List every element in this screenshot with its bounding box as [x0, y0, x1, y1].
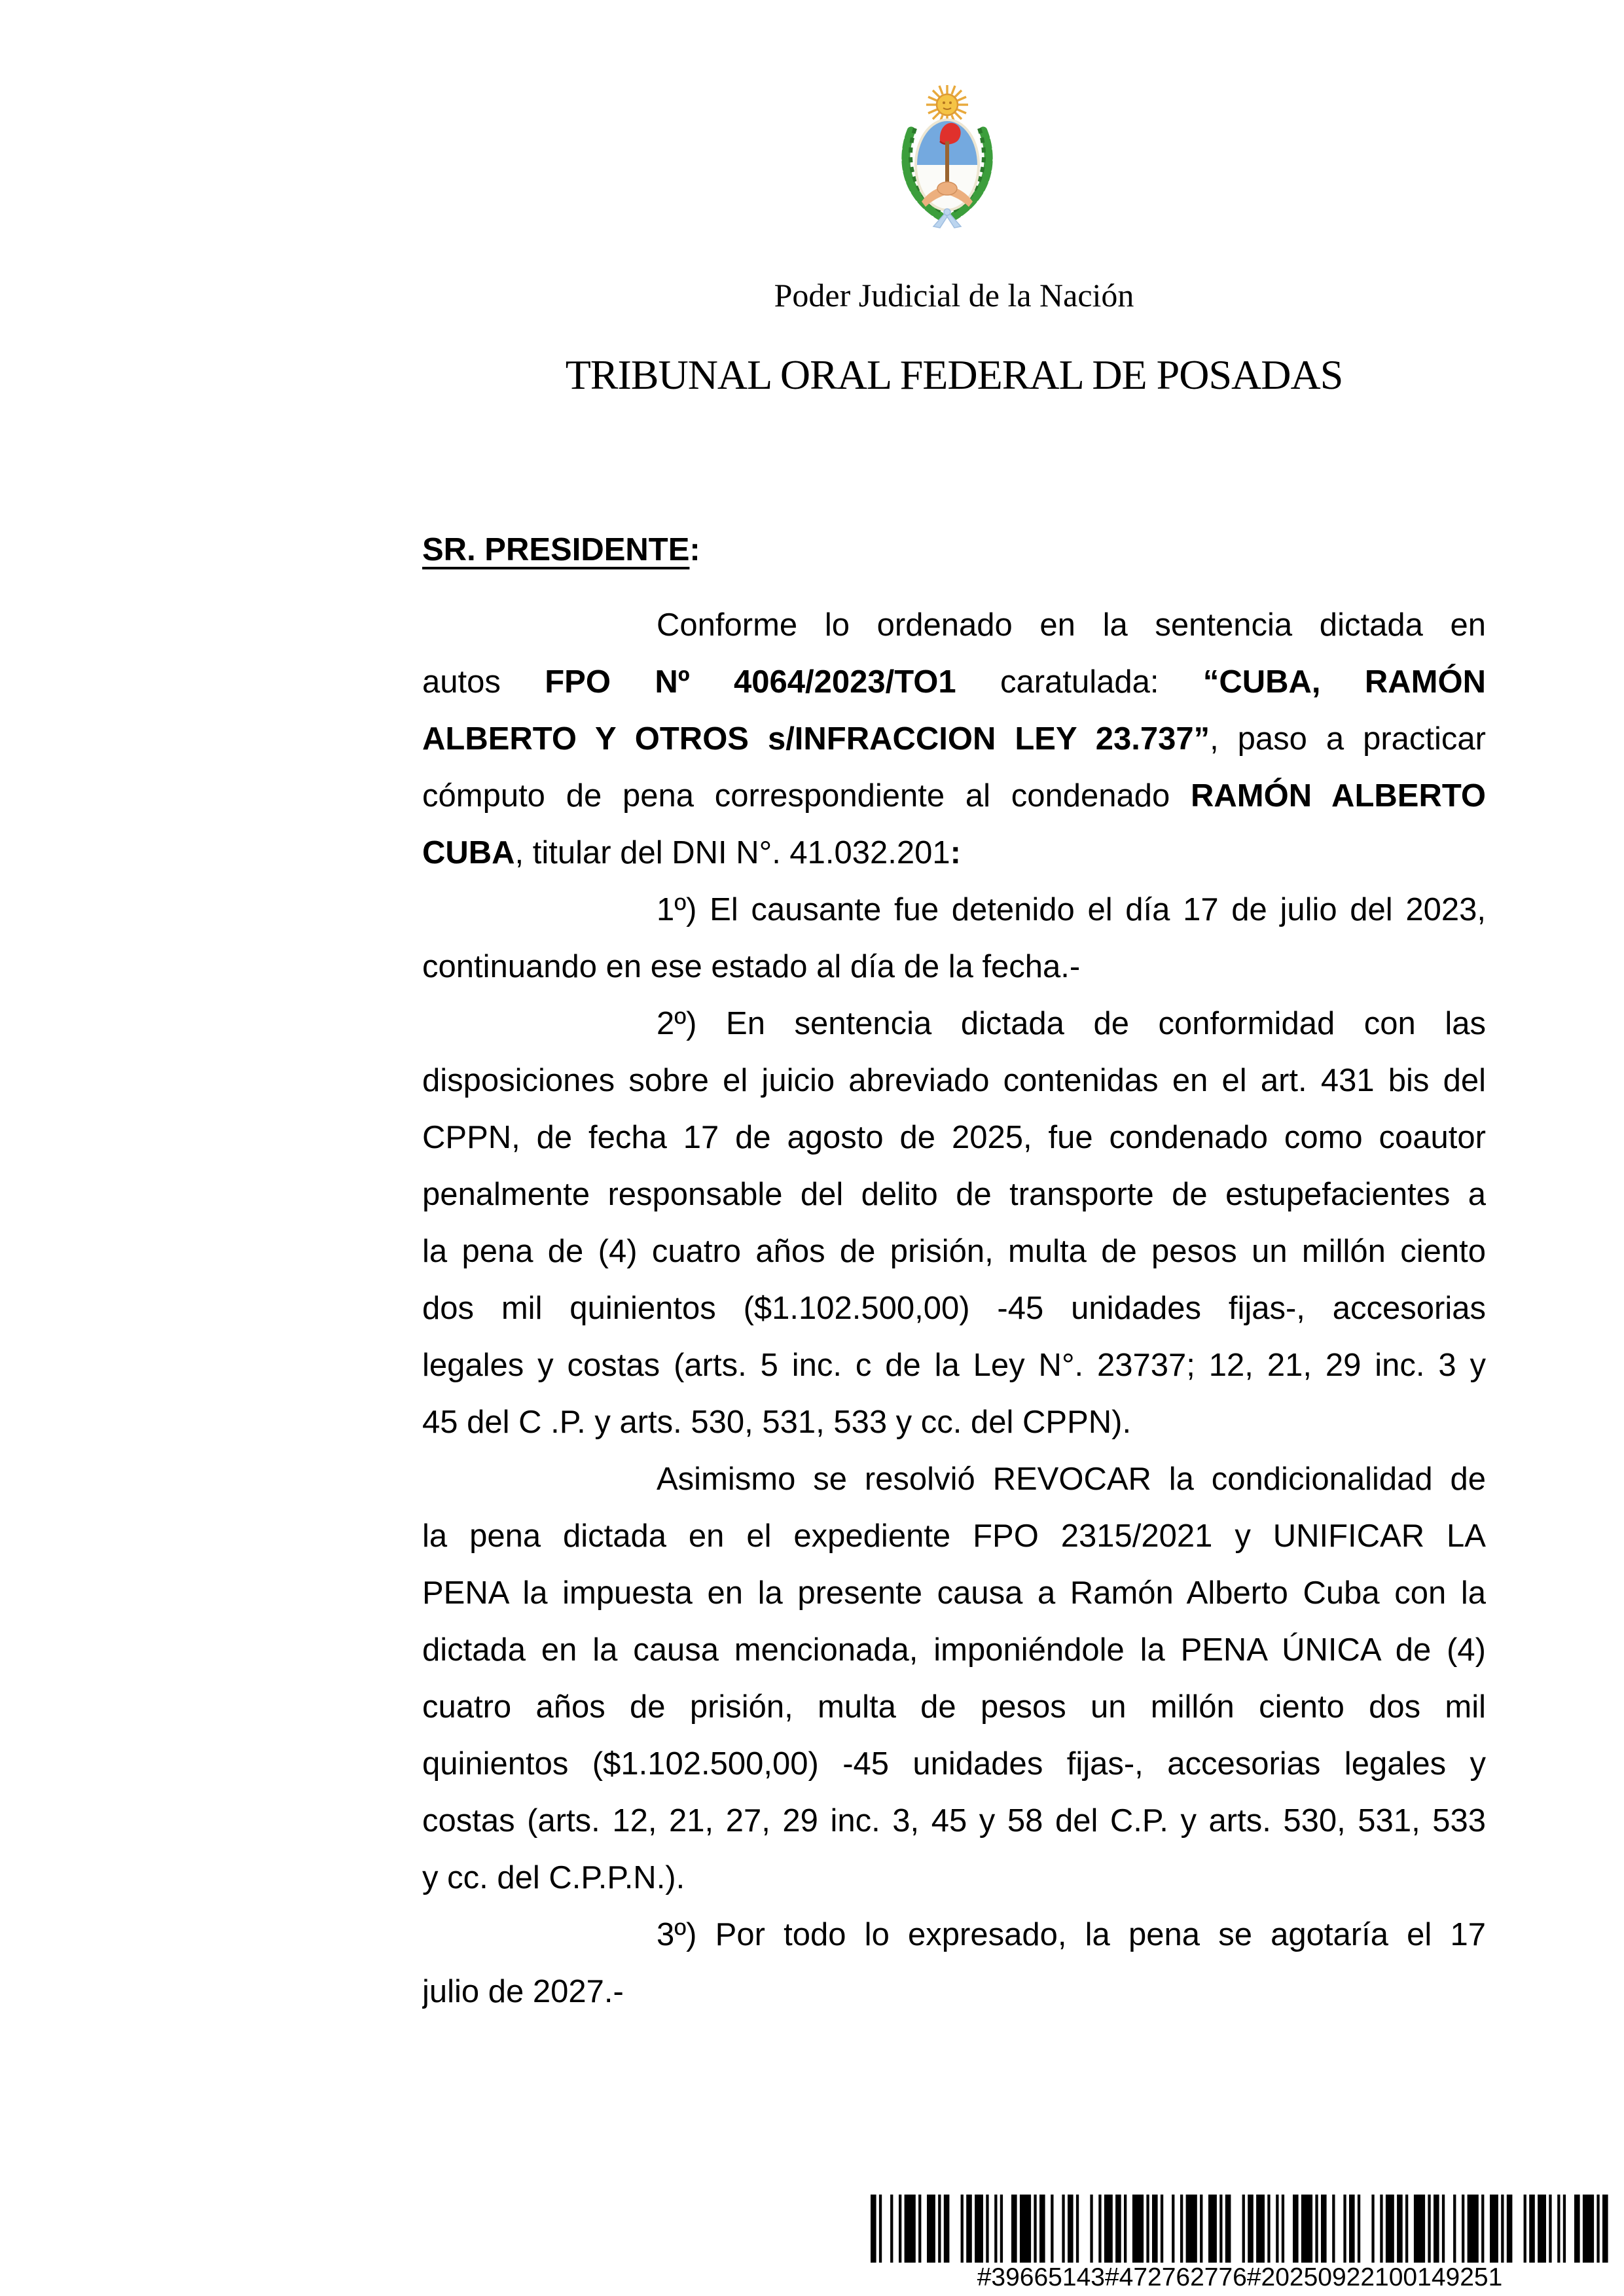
text-line: y cc. del C.P.P.N.). [422, 1860, 685, 1895]
text-line: dictada en la causa mencionada, imponiéndole la PENA ÚNICA de (4) [422, 1632, 1486, 1668]
text-line: penalmente responsable del delito de transporte de estupefacientes a [422, 1177, 1486, 1212]
text-line: continuando en ese estado al día de la fecha.- [422, 949, 1081, 984]
text-line: 45 del C .P. y arts. 530, 531, 533 y cc. del CPPN). [422, 1405, 1132, 1440]
tribunal-title: TRIBUNAL ORAL FEDERAL DE POSADAS [565, 351, 1343, 398]
barcode-text: #39665143#472762776#20250922100149251 [977, 2263, 1503, 2291]
text-line: 2º) En sentencia dictada de conformidad con las [657, 1006, 1486, 1041]
text-line: costas (arts. 12, 21, 27, 29 inc. 3, 45 y 58 del C.P. y arts. 530, 531, 533 [422, 1803, 1486, 1839]
institution-title: Poder Judicial de la Nación [774, 277, 1134, 314]
text-line: CUBA, titular del DNI N°. 41.032.201: [422, 835, 961, 870]
text-line: dos mil quinientos ($1.102.500,00) -45 unidades fijas-, accesorias [422, 1291, 1486, 1326]
text-line: 3º) Por todo lo expresado, la pena se agotaría el 17 [657, 1917, 1486, 1952]
text-line: ALBERTO Y OTROS s/INFRACCION LEY 23.737”, paso a practicar [422, 721, 1486, 757]
barcode-bars-icon [871, 2195, 1609, 2263]
text-line: disposiciones sobre el juicio abreviado contenidas en el art. 431 bis del [422, 1063, 1486, 1098]
text-line: autos FPO Nº 4064/2023/TO1 caratulada: “CUBA, RAMÓN [422, 664, 1486, 700]
salutation-colon: : [689, 532, 700, 567]
salutation-heading [422, 522, 1486, 579]
text-line: CPPN, de fecha 17 de agosto de 2025, fue condenado como coautor [422, 1120, 1486, 1155]
text-line: quinientos ($1.102.500,00) -45 unidades fijas-, accesorias legales y [422, 1746, 1486, 1782]
text-line: 1º) El causante fue detenido el día 17 de julio del 2023, [657, 892, 1486, 927]
text-line: cómputo de pena correspondiente al condenado RAMÓN ALBERTO [422, 778, 1486, 814]
text-line: la pena de (4) cuatro años de prisión, multa de pesos un millón ciento [422, 1234, 1486, 1269]
document-body [422, 597, 1486, 2020]
text-line: julio de 2027.- [422, 1974, 624, 2009]
salutation-label: SR. PRESIDENTE [422, 532, 690, 567]
argentina-coat-of-arms-icon [899, 85, 996, 229]
text-line: Asimismo se resolvió REVOCAR la condicionalidad de [657, 1462, 1486, 1497]
text-line: PENA la impuesta en la presente causa a Ramón Alberto Cuba con la [422, 1575, 1486, 1611]
text-line: la pena dictada en el expediente FPO 2315/2021 y UNIFICAR LA [422, 1518, 1486, 1554]
barcode [871, 2195, 1609, 2293]
pike-pole-icon [945, 141, 949, 188]
text-line: cuatro años de prisión, multa de pesos un millón ciento dos mil [422, 1689, 1486, 1725]
text-line: legales y costas (arts. 5 inc. c de la Ley N°. 23737; 12, 21, 29 inc. 3 y [422, 1348, 1486, 1383]
text-line: Conforme lo ordenado en la sentencia dictada en [657, 607, 1486, 643]
